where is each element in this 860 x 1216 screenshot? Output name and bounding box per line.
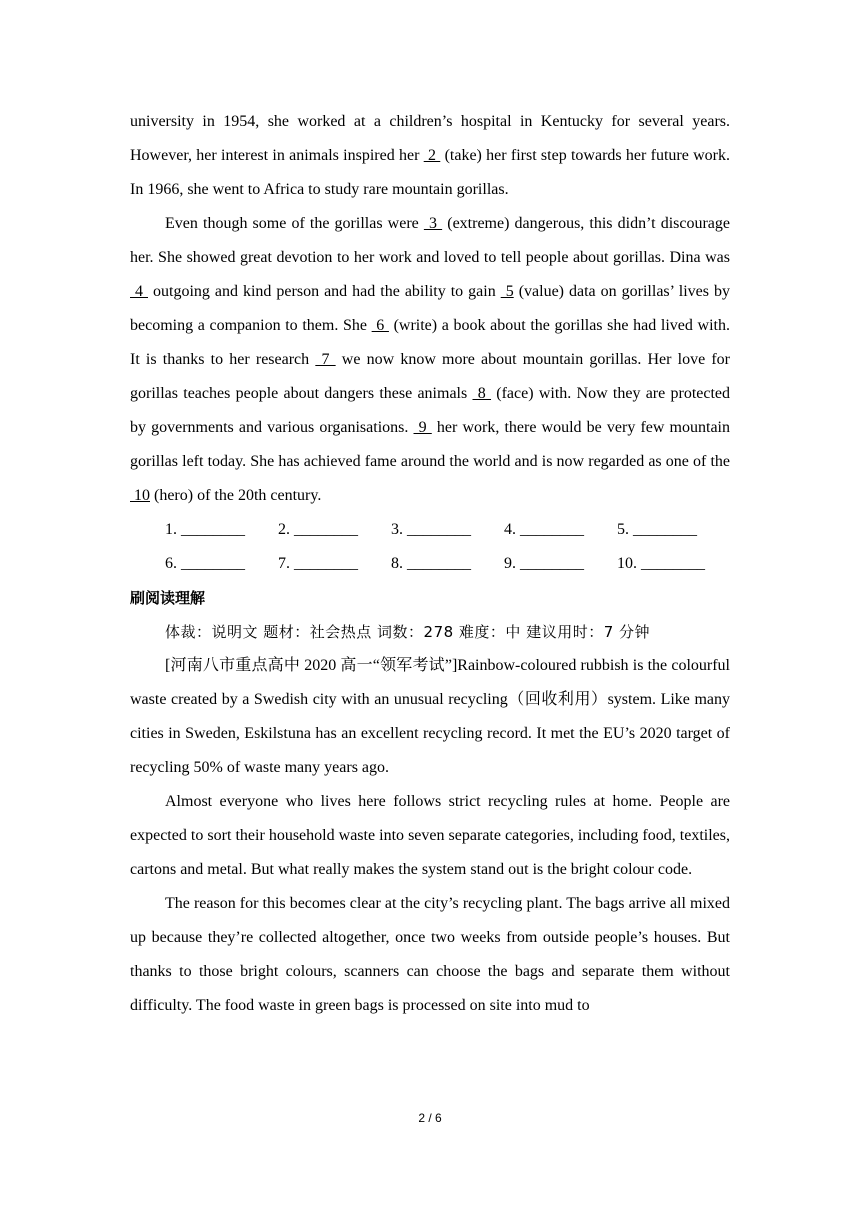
answer-slot-10: 10. ________: [617, 555, 705, 572]
answer-slot-5: 5. ________: [617, 521, 697, 538]
answer-slot-9: 9. ________: [504, 555, 584, 572]
text-segment: (extreme) dangerous, this didn’t discourage her. She showed great devotion to her work and loved to tell people about gorillas. Dina was: [130, 215, 731, 266]
text-segment: her work, there would be very few mountain gorillas left today. She has achieved fame around the world and is now regarded as one of the: [130, 419, 730, 470]
blank-6: 6: [371, 317, 389, 334]
answer-slot-6: 6. ________: [165, 555, 245, 572]
answer-slot-3: 3. ________: [391, 521, 471, 538]
answer-slot-8: 8. ________: [391, 555, 471, 572]
text-segment: university in 1954, she worked at a children’s hospital in Kentucky for several years. However, her interest in animals inspired her: [130, 113, 730, 164]
passage2-paragraph3: The reason for this becomes clear at the city’s recycling plant. The bags arrive all mixed up because they’re collected altogether, once two weeks from outside people’s houses. But thanks to those bright colours, scanners can choose the bags and separate them without difficulty. The food waste in green bags is processed on site into mud to: [130, 895, 730, 1014]
text-segment: (take) her first step towards her future work. In 1966, she went to Africa to study rare mountain gorillas.: [130, 147, 731, 198]
passage2-paragraph1: [河南八市重点高中 2020 高一“领军考试”]Rainbow-coloured rubbish is the colourful waste created by a Swedish city with an unusual recycling（回收利用）system. Like many cities in Sweden, Eskilstuna has an excellent recycling record. It met the EU’s 2020 target of recycling 50% of waste many years ago.: [130, 657, 730, 776]
blank-2: 2: [423, 147, 441, 164]
answer-row-1: [130, 513, 730, 547]
blank-3: 3: [423, 215, 443, 232]
answer-slot-2: 2. ________: [278, 521, 358, 538]
text-segment: (write) a book about the gorillas she had lived with. It is thanks to her research: [130, 317, 730, 368]
passage-meta-info: 体裁：说明文 题材：社会热点 词数：278 难度：中 建议用时：7 分钟: [165, 623, 651, 641]
text-segment: (face) with. Now they are protected by governments and various organisations.: [130, 385, 731, 436]
passage2-paragraph2: Almost everyone who lives here follows strict recycling rules at home. People are expected to sort their household waste into seven separate categories, including food, textiles, cartons and metal. But what really makes the system stand out is the bright colour code.: [130, 793, 730, 878]
answer-row-2: [130, 547, 730, 581]
blank-7: 7: [315, 351, 336, 368]
answer-slot-7: 7. ________: [278, 555, 358, 572]
text-segment: outgoing and kind person and had the ability to gain: [148, 283, 501, 300]
answer-slot-4: 4. ________: [504, 521, 584, 538]
text-segment: we now know more about mountain gorillas. Her love for gorillas teaches people about dangers these animals: [130, 351, 730, 402]
blank-8: 8: [472, 385, 492, 402]
text-segment: Even though some of the gorillas were: [165, 215, 424, 232]
passage1-paragraph2: [130, 207, 730, 513]
passage1-paragraph1: [130, 105, 730, 207]
text-segment: (value) data on gorillas’ lives by becoming a companion to them. She: [130, 283, 730, 334]
blank-4: 4: [130, 283, 148, 300]
answer-slot-1: 1. ________: [165, 521, 245, 538]
page-number: 2 / 6: [418, 1111, 442, 1125]
document-body: [130, 105, 730, 1023]
section-heading: 刷阅读理解: [130, 589, 206, 607]
text-segment: (hero) of the 20th century.: [150, 487, 322, 504]
blank-10: 10: [130, 487, 150, 504]
blank-9: 9: [413, 419, 432, 436]
blank-5: 5: [500, 283, 514, 300]
